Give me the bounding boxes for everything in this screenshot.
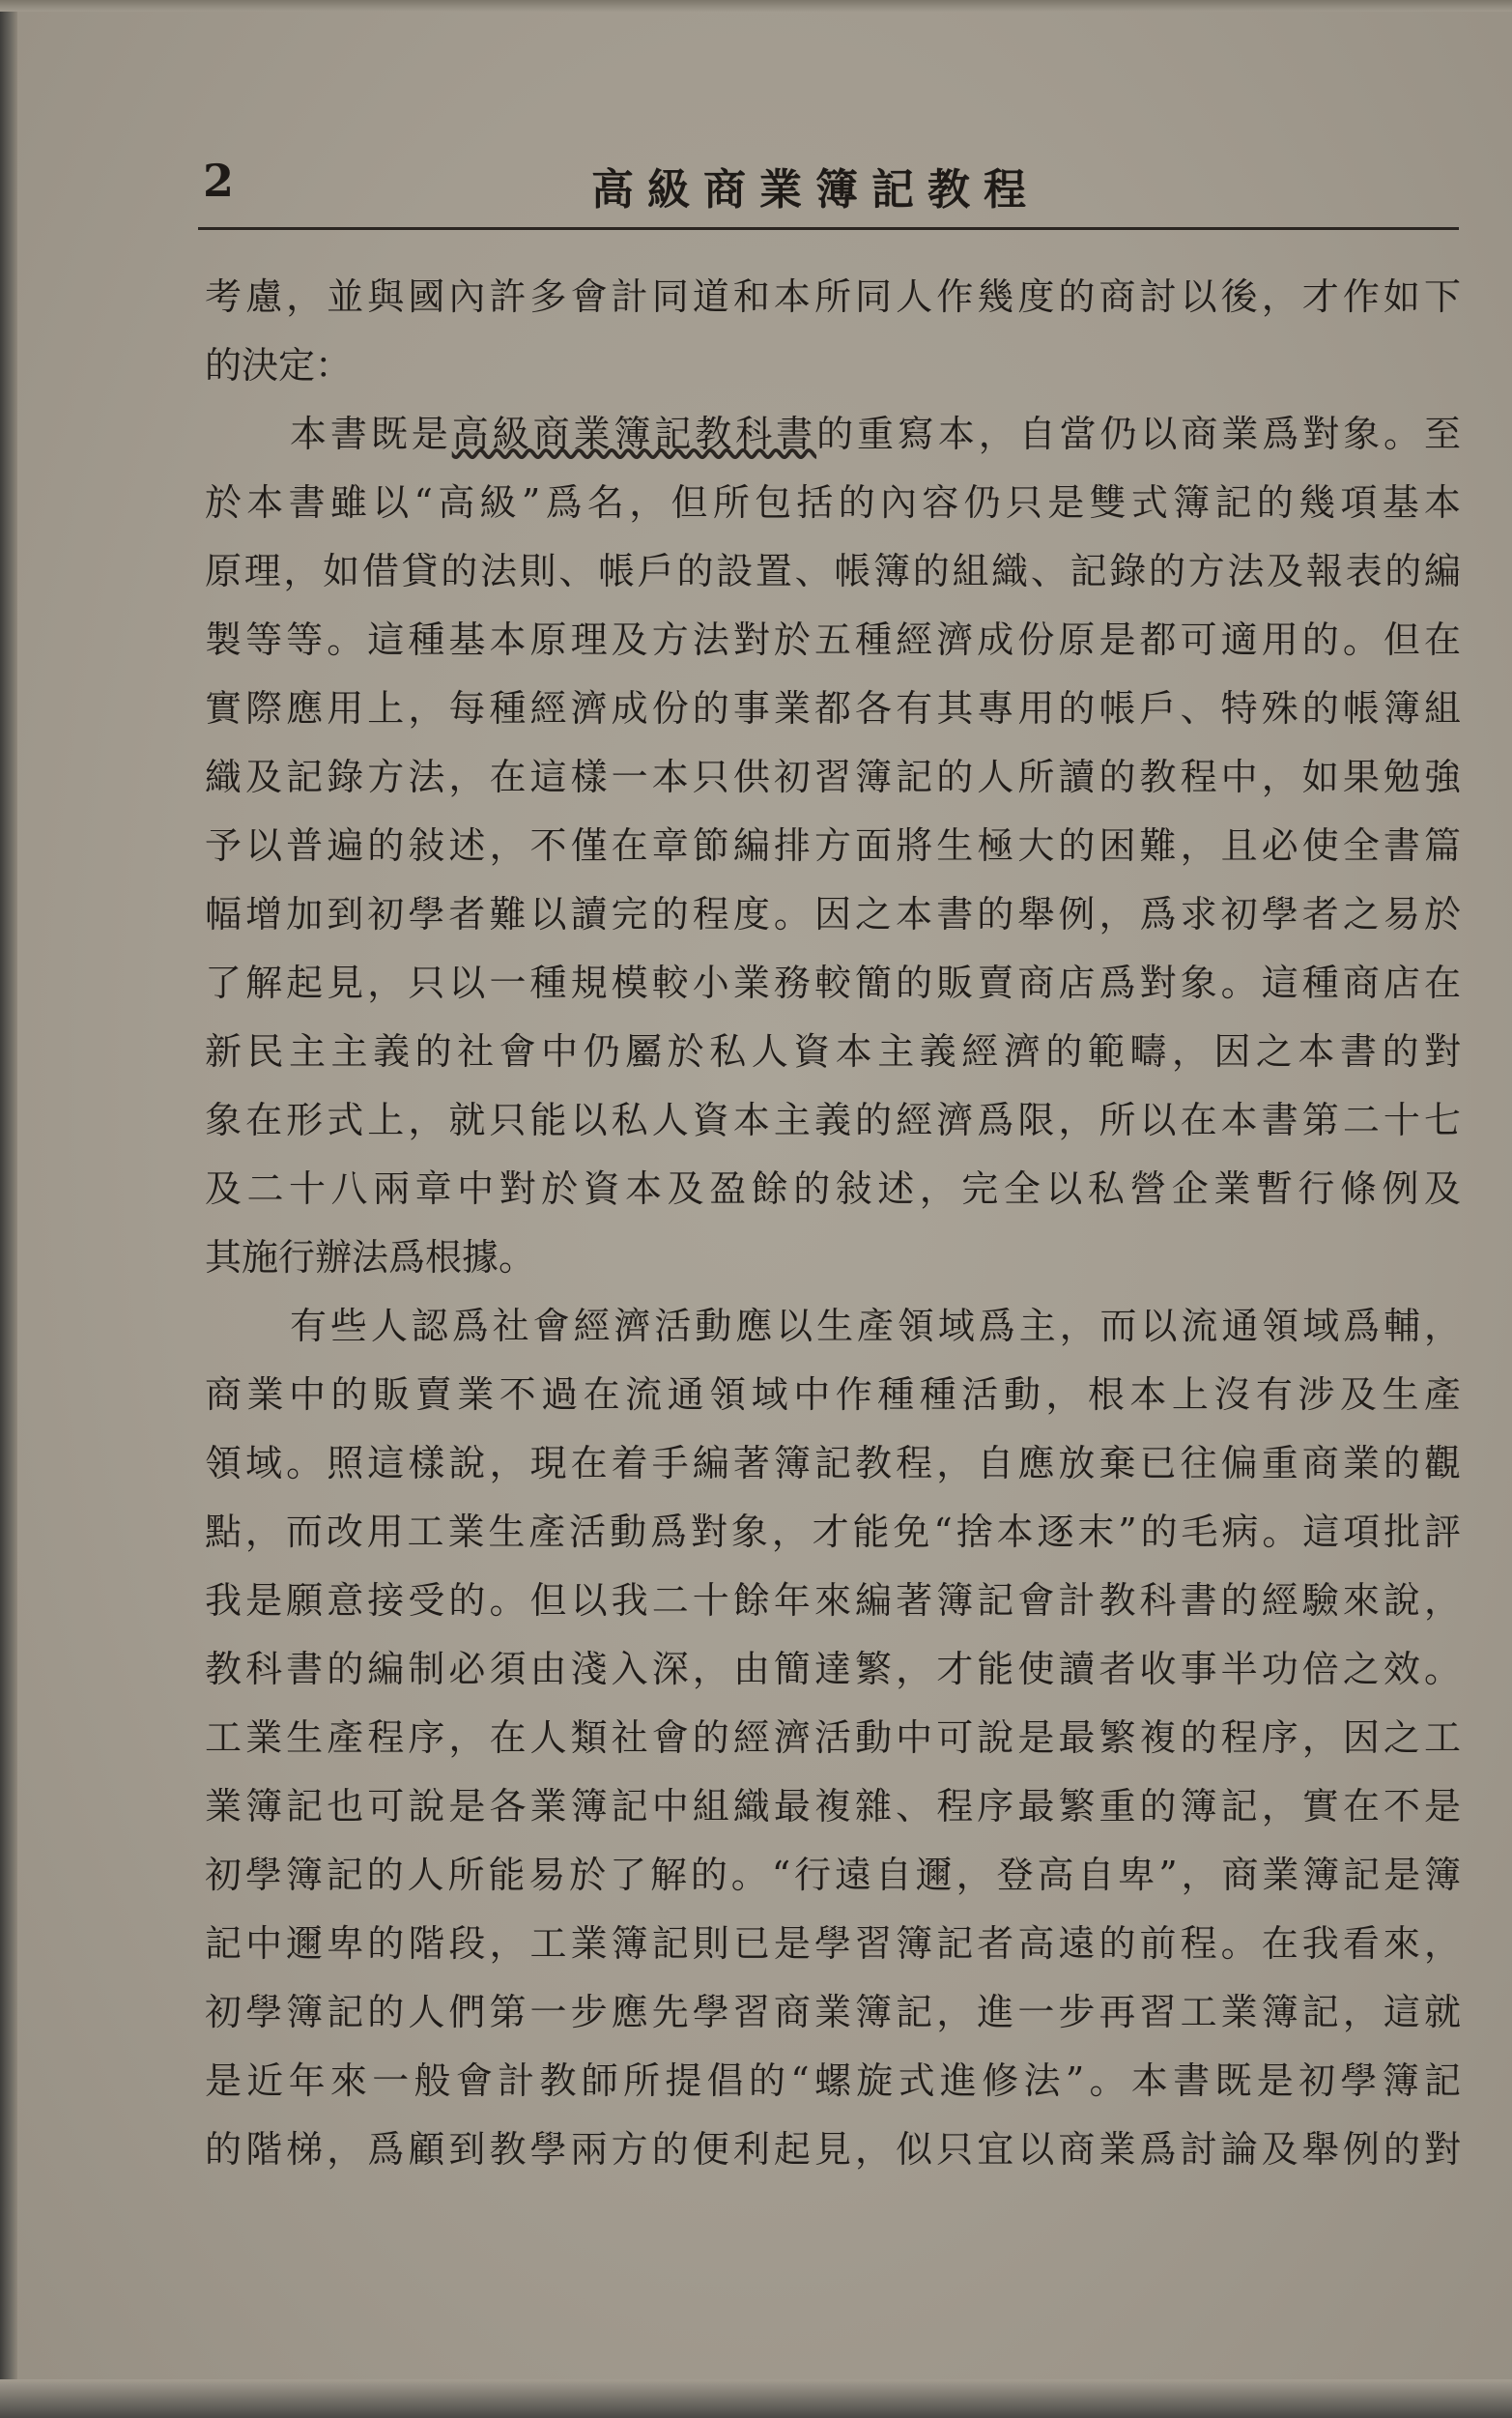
text-line: 及二十八兩章中對於資本及盈餘的敍述，完全以私營企業暫行條例及 xyxy=(205,1167,1461,1210)
text-line: 實際應用上，每種經濟成份的事業都各有其專用的帳戶、特殊的帳簿組 xyxy=(205,687,1461,730)
page-binding-edge xyxy=(0,0,17,2418)
text-line: 幅增加到初學者難以讀完的程度。因之本書的舉例，爲求初學者之易於 xyxy=(205,893,1461,936)
page-top-edge xyxy=(0,0,1512,12)
page-bottom-edge xyxy=(0,2379,1512,2418)
text-line: 其施行辦法爲根據。 xyxy=(205,1236,536,1279)
text-line: 是近年來一般會計教師所提倡的“螺旋式進修法”。本書既是初學簿記 xyxy=(205,2059,1461,2102)
book-title-underlined: 高級商業簿記教科書 xyxy=(451,413,817,455)
text-line: 業簿記也可說是各業簿記中組織最複雜、程序最繁重的簿記，實在不是 xyxy=(205,1785,1461,1828)
text-line: 製等等。這種基本原理及方法對於五種經濟成份原是都可適用的。但在 xyxy=(205,619,1461,661)
body-text xyxy=(205,263,1461,2184)
text-line: 商業中的販賣業不過在流通領域中作種種活動，根本上沒有涉及生產 xyxy=(205,1373,1461,1416)
text-line: 教科書的編制必須由淺入深，由簡達繁，才能使讀者收事半功倍之效。 xyxy=(205,1648,1461,1690)
text-line: 點，而改用工業生產活動爲對象，才能免“捨本逐末”的毛病。這項批評 xyxy=(205,1511,1461,1553)
running-title: 高級商業簿記教程 xyxy=(591,165,1040,215)
header-rule xyxy=(198,227,1459,230)
text-line xyxy=(205,400,1461,469)
text-line: 的決定： xyxy=(205,344,353,387)
text-line: 考慮，並與國內許多會計同道和本所同人作幾度的商討以後，才作如下 xyxy=(205,275,1461,318)
text-line: 新民主主義的社會中仍屬於私人資本主義經濟的範疇，因之本書的對 xyxy=(205,1030,1461,1073)
text-line: 初學簿記的人所能易於了解的。“行遠自邇，登高自卑”，商業簿記是簿 xyxy=(205,1854,1461,1896)
text-line: 領域。照這樣說，現在着手編著簿記教程，自應放棄已往偏重商業的觀 xyxy=(205,1442,1461,1484)
text-line: 了解起見，只以一種規模較小業務較簡的販賣商店爲對象。這種商店在 xyxy=(205,962,1461,1004)
text-line: 的階梯，爲顧到教學兩方的便利起見，似只宜以商業爲討論及舉例的對 xyxy=(205,2128,1461,2171)
text-line: 工業生產程序，在人類社會的經濟活動中可說是最繁複的程序，因之工 xyxy=(205,1716,1461,1759)
text-line: 原理，如借貸的法則、帳戶的設置、帳簿的組織、記錄的方法及報表的編 xyxy=(205,550,1461,592)
text-line: 初學簿記的人們第一步應先學習商業簿記，進一步再習工業簿記，這就 xyxy=(205,1991,1461,2033)
text-line: 於本書雖以“高級”爲名，但所包括的內容仍只是雙式簿記的幾項基本 xyxy=(205,481,1461,524)
text-line: 我是願意接受的。但以我二十餘年來編著簿記會計教科書的經驗來說， xyxy=(205,1579,1461,1622)
text-line: 予以普遍的敍述，不僅在章節編排方面將生極大的困難，且必使全書篇 xyxy=(205,824,1461,867)
text-segment: 本書既是 xyxy=(290,413,452,455)
text-line: 記中邇卑的階段，工業簿記則已是學習簿記者高遠的前程。在我看來， xyxy=(205,1922,1461,1965)
text-segment: 的重寫本，自當仍以商業爲對象。至 xyxy=(816,413,1461,455)
text-line: 象在形式上，就只能以私人資本主義的經濟爲限，所以在本書第二十七 xyxy=(205,1099,1461,1141)
page-number: 2 xyxy=(203,155,235,207)
text-line: 織及記錄方法，在這樣一本只供初習簿記的人所讀的教程中，如果勉強 xyxy=(205,756,1461,798)
text-line: 有些人認爲社會經濟活動應以生產領域爲主，而以流通領域爲輔， xyxy=(290,1305,1461,1347)
